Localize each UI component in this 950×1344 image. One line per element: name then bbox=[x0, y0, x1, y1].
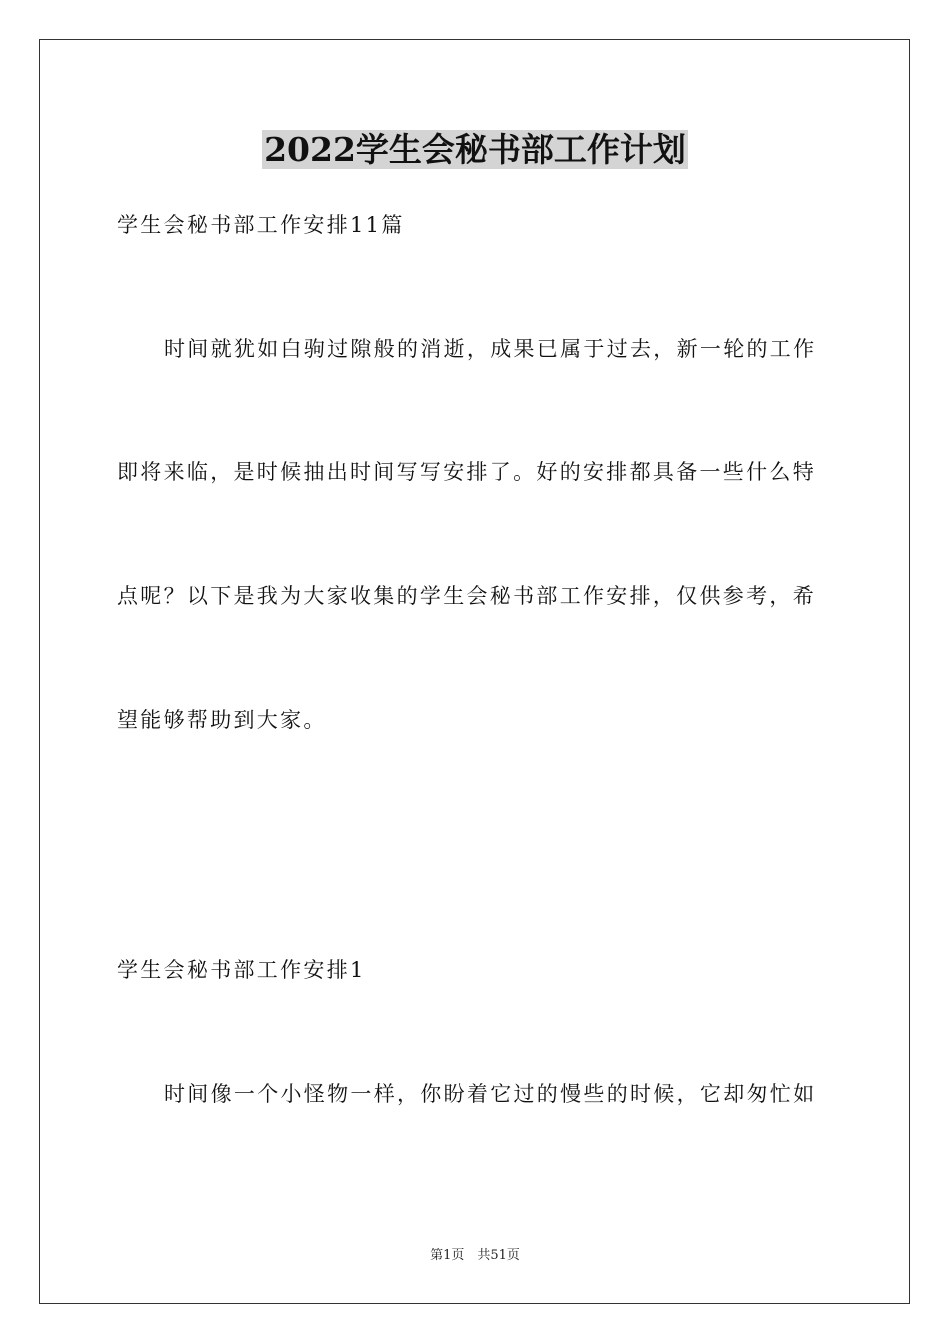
intro-line-1: 时间就犹如白驹过隙般的消逝，成果已属于过去，新一轮的工作 bbox=[164, 337, 817, 361]
document-subtitle: 学生会秘书部工作安排11篇 bbox=[117, 213, 405, 237]
section-heading: 学生会秘书部工作安排1 bbox=[117, 958, 366, 982]
intro-line-3: 点呢？以下是我为大家收集的学生会秘书部工作安排，仅供参考，希 bbox=[117, 584, 816, 608]
document-title-text: 2022学生会秘书部工作计划 bbox=[264, 130, 686, 169]
page-number-footer: 第1页 共51页 bbox=[430, 1248, 520, 1263]
document-title bbox=[0, 128, 950, 172]
intro-line-4: 望能够帮助到大家。 bbox=[117, 708, 327, 732]
section-line-1: 时间像一个小怪物一样，你盼着它过的慢些的时候，它却匆忙如 bbox=[164, 1082, 817, 1106]
intro-line-2: 即将来临，是时候抽出时间写写安排了。好的安排都具备一些什么特 bbox=[117, 460, 816, 484]
